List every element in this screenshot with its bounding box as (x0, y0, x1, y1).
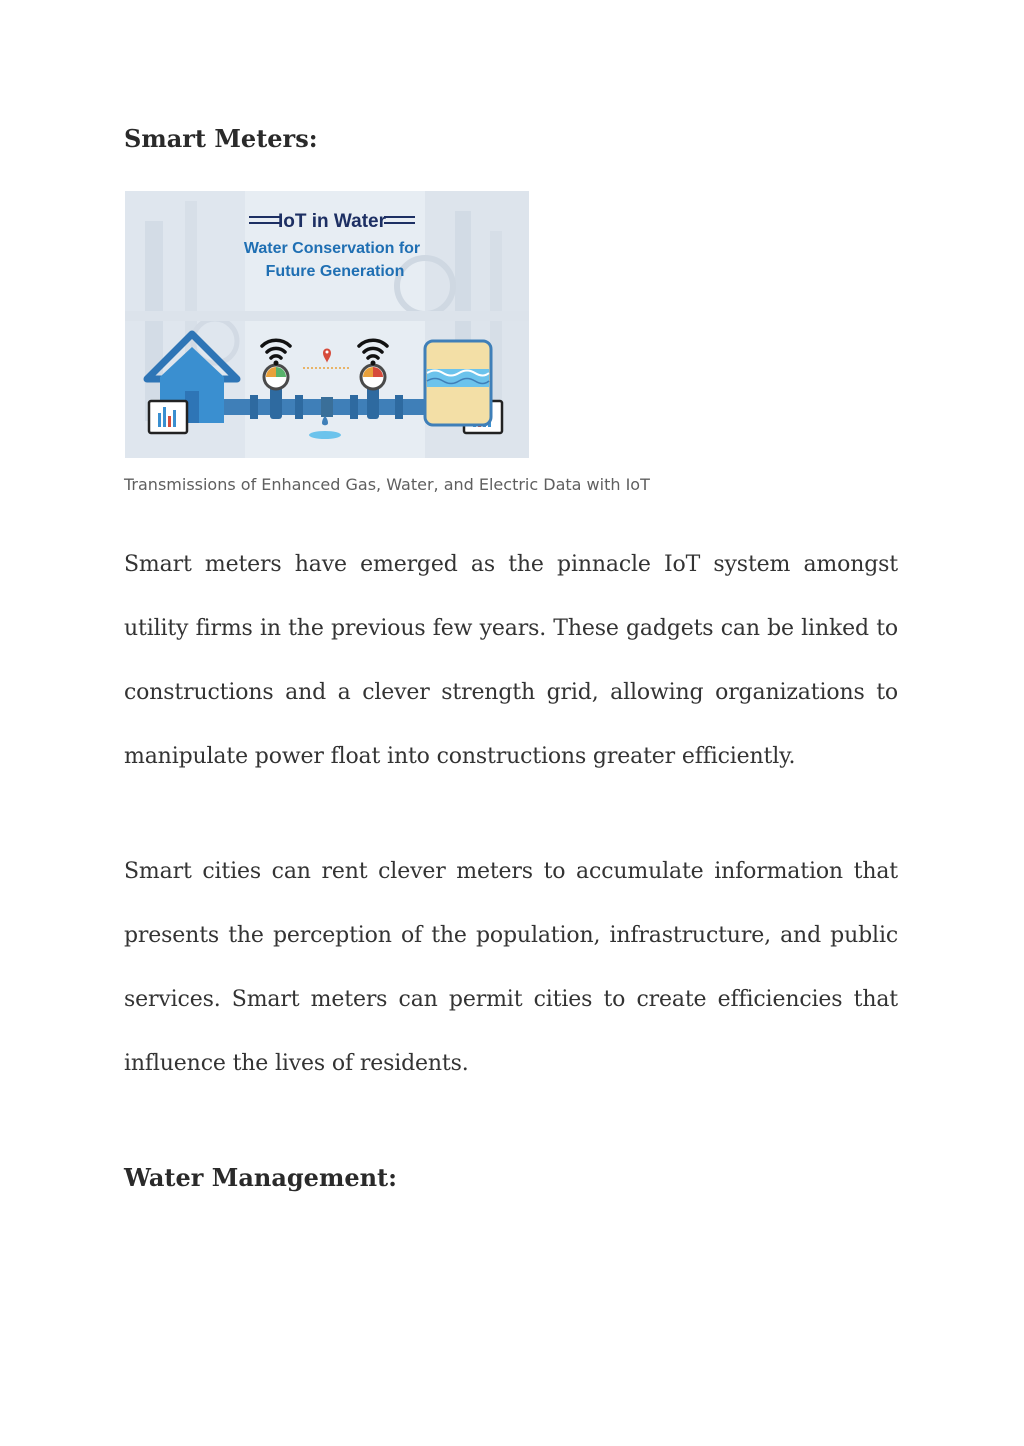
chart-tablet-icon (149, 401, 187, 433)
paragraph-smart-meters-1: Smart meters have emerged as the pinnacle IoT system amongst utility firms in the previous few years. These gadgets can be linked to constructions and a clever strength grid, allowing organizations to manipulate power float into constructions greater efficiently. (124, 552, 898, 769)
iot-water-figure (125, 191, 529, 458)
figure-subtitle-line1: Water Conservation for (243, 240, 421, 257)
figure-caption: Transmissions of Enhanced Gas, Water, and Electric Data with IoT (124, 475, 650, 494)
section-heading-smart-meters: Smart Meters: (124, 124, 318, 153)
figure-title: IoT in Water (277, 211, 387, 232)
section-heading-water-management: Water Management: (124, 1163, 397, 1192)
paragraph-smart-meters-2: Smart cities can rent clever meters to accumulate information that presents the perception of the population, infrastructure, and public services. Smart meters can permit cities to create efficiencies that influence the lives of residents. (124, 859, 898, 1076)
water-tank-icon (425, 341, 491, 425)
figure-subtitle-line2: Future Generation (265, 263, 405, 280)
